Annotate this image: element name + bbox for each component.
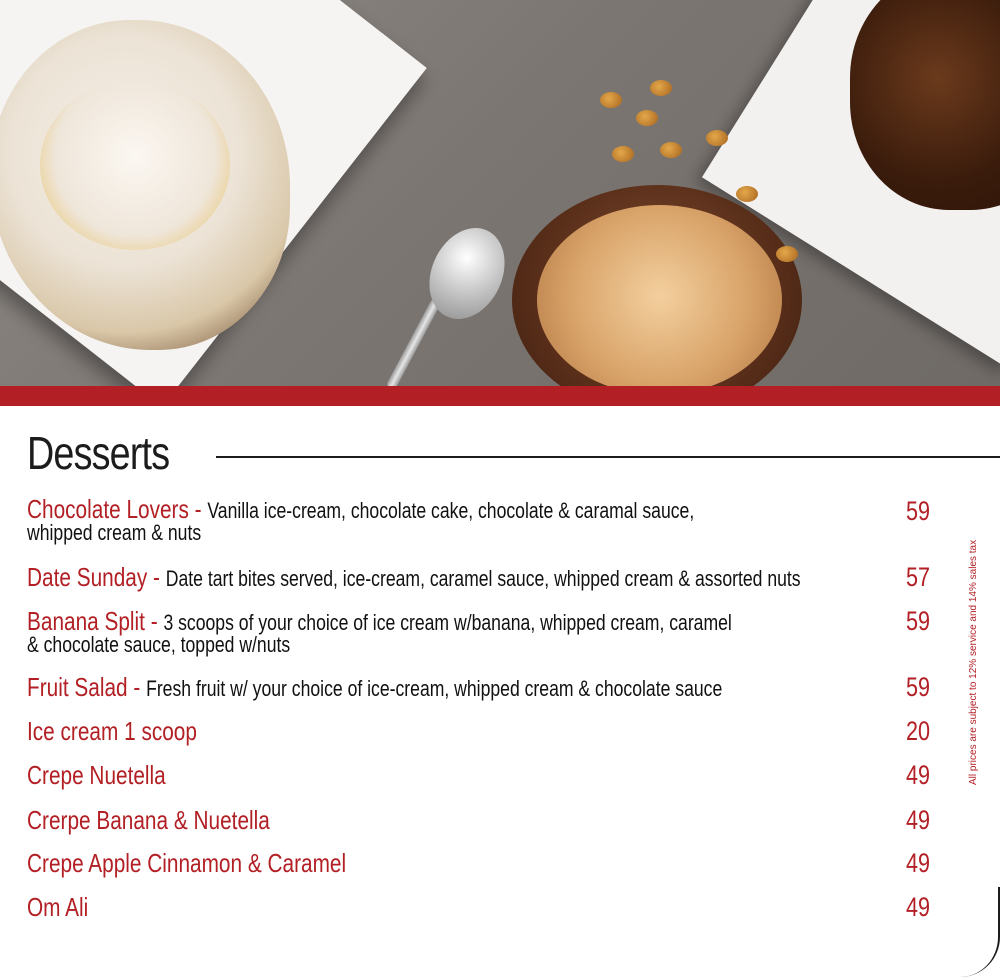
item-price: 59 <box>906 496 931 526</box>
menu-item-banana-split <box>27 606 732 657</box>
item-name: Crerpe Banana & Nuetella <box>27 805 270 835</box>
menu-item-date-sunday <box>27 562 801 592</box>
item-price: 59 <box>906 672 931 702</box>
item-name: Chocolate Lovers <box>27 494 189 524</box>
tax-note: All prices are subject to 12% service and 14% sales tax <box>968 539 979 785</box>
item-description-cont: & chocolate sauce, topped w/nuts <box>27 632 291 657</box>
item-name: Banana Split <box>27 606 145 636</box>
menu-item-fruit-salad <box>27 672 723 702</box>
item-name: Crepe Nuetella <box>27 760 166 790</box>
item-price: 59 <box>906 606 931 636</box>
raisin <box>600 92 622 108</box>
raisin <box>612 146 634 162</box>
raisin <box>660 142 682 158</box>
menu-item-crepe-banana-nuetella <box>27 805 715 835</box>
ice-cream-scoop <box>40 80 230 250</box>
menu-item-crepe-nuetella <box>27 760 715 790</box>
item-price: 57 <box>906 562 931 592</box>
menu-item-crepe-apple-cinnamon <box>27 848 715 878</box>
item-price: 49 <box>906 892 931 922</box>
raisin <box>650 80 672 96</box>
item-description: 3 scoops of your choice of ice cream w/banana, whipped cream, caramel <box>163 610 732 635</box>
raisin <box>636 110 658 126</box>
dessert-photo <box>0 0 1000 388</box>
item-price: 49 <box>906 760 931 790</box>
raisin <box>776 246 798 262</box>
item-separator: - <box>188 494 208 524</box>
item-price: 49 <box>906 805 931 835</box>
menu-item-om-ali <box>27 892 715 922</box>
item-name: Crepe Apple Cinnamon & Caramel <box>27 848 347 878</box>
page-corner-border <box>958 887 1000 977</box>
item-name: Ice cream 1 scoop <box>27 716 197 746</box>
raisin <box>736 186 758 202</box>
spoon-handle <box>386 298 442 388</box>
om-ali-pudding <box>537 205 782 388</box>
item-description: Vanilla ice-cream, chocolate cake, chocolate & caramal sauce, <box>207 498 695 523</box>
raisin <box>706 130 728 146</box>
item-separator: - <box>127 672 147 702</box>
menu-item-chocolate-lovers <box>27 494 715 545</box>
item-description-cont: whipped cream & nuts <box>27 520 202 545</box>
heading-rule <box>216 456 1000 458</box>
item-separator: - <box>147 562 166 592</box>
item-price: 49 <box>906 848 931 878</box>
item-description: Fresh fruit w/ your choice of ice-cream, whipped cream & chocolate sauce <box>146 676 723 701</box>
item-description: Date tart bites served, ice-cream, caramel sauce, whipped cream & assorted nuts <box>165 566 801 591</box>
item-price: 20 <box>906 716 931 746</box>
section-heading: Desserts <box>27 427 170 479</box>
menu-item-ice-cream-scoop <box>27 716 715 746</box>
menu-section <box>0 406 1000 977</box>
red-divider-band <box>0 386 1000 406</box>
item-name: Om Ali <box>27 892 89 922</box>
item-name: Fruit Salad <box>27 672 128 702</box>
item-name: Date Sunday <box>27 562 148 592</box>
item-separator: - <box>144 606 164 636</box>
